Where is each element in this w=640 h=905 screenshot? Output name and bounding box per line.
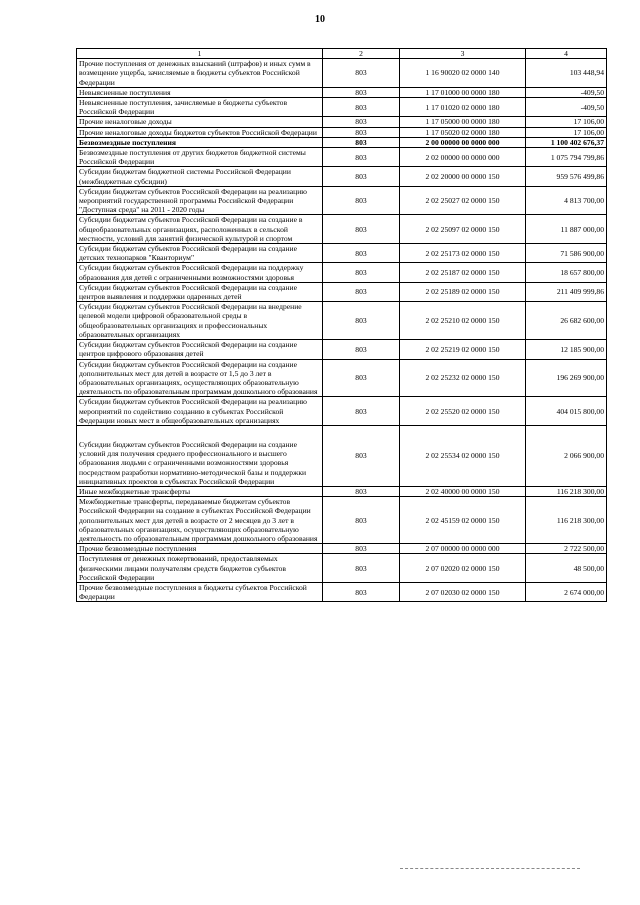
row-administrator-cell: 803 — [323, 263, 400, 282]
row-amount-cell: 116 218 300,00 — [526, 497, 607, 544]
row-name-cell: Прочие безвозмездные поступления в бюджеты субъектов Российской Федерации — [77, 582, 323, 601]
table-row — [77, 263, 607, 282]
table-row — [77, 87, 607, 97]
row-name-cell: Субсидии бюджетам субъектов Российской Федерации на реализацию мероприятий по содействию созданию в субъектах Российской Федерации новых мест в общеобразовательных организациях — [77, 397, 323, 426]
row-name-cell: Прочие поступления от денежных взысканий (штрафов) и иных сумм в возмещение ущерба, зачисляемые в бюджеты субъектов Российской Федерации — [77, 59, 323, 88]
row-name-cell: Субсидии бюджетам субъектов Российской Федерации на создание центров цифрового образования детей — [77, 340, 323, 359]
table-row — [77, 582, 607, 601]
row-code-cell: 2 02 25520 02 0000 150 — [400, 397, 526, 426]
row-code-cell: 2 02 25232 02 0000 150 — [400, 359, 526, 397]
row-name-cell: Субсидии бюджетам субъектов Российской Федерации на поддержку образования для детей с ограниченными возможностями здоровья — [77, 263, 323, 282]
column-header-amount: 4 — [526, 49, 607, 59]
row-amount-cell: 103 448,94 — [526, 59, 607, 88]
row-administrator-cell: 803 — [323, 87, 400, 97]
row-administrator-cell: 803 — [323, 397, 400, 426]
row-administrator-cell: 803 — [323, 282, 400, 301]
table-row — [77, 486, 607, 496]
row-name-cell: Субсидии бюджетам субъектов Российской Федерации на внедрение целевой модели цифровой образовательной среды в общеобразовательных организациях и профессиональных образовательных организациях — [77, 302, 323, 340]
row-amount-cell: 196 269 900,00 — [526, 359, 607, 397]
row-name-cell: Субсидии бюджетам бюджетной системы Российской Федерации (межбюджетные субсидии) — [77, 167, 323, 186]
row-administrator-cell: 803 — [323, 186, 400, 215]
row-code-cell: 2 02 25173 02 0000 150 — [400, 244, 526, 263]
row-amount-cell: -409,50 — [526, 87, 607, 97]
row-amount-cell: 11 887 000,00 — [526, 215, 607, 244]
row-code-cell: 2 07 02020 02 0000 150 — [400, 554, 526, 583]
row-name-cell: Прочие безвозмездные поступления — [77, 544, 323, 554]
row-amount-cell: 2 722 500,00 — [526, 544, 607, 554]
row-code-cell: 2 02 25097 02 0000 150 — [400, 215, 526, 244]
row-code-cell: 1 17 05000 00 0000 180 — [400, 117, 526, 127]
row-code-cell: 2 07 02030 02 0000 150 — [400, 582, 526, 601]
table-row — [77, 497, 607, 544]
budget-revenue-table — [76, 48, 607, 602]
table-row — [77, 359, 607, 397]
row-code-cell: 2 02 25219 02 0000 150 — [400, 340, 526, 359]
row-administrator-cell: 803 — [323, 244, 400, 263]
row-amount-cell: 211 409 999,86 — [526, 282, 607, 301]
row-code-cell: 2 00 00000 00 0000 000 — [400, 137, 526, 147]
row-name-cell: Субсидии бюджетам субъектов Российской Федерации на создание центров выявления и поддержки одаренных детей — [77, 282, 323, 301]
table-header-row — [77, 49, 607, 59]
row-administrator-cell: 803 — [323, 117, 400, 127]
row-name-cell: Безвозмездные поступления — [77, 137, 323, 147]
table-row — [77, 59, 607, 88]
row-amount-cell: 18 657 800,00 — [526, 263, 607, 282]
row-code-cell: 2 02 25534 02 0000 150 — [400, 425, 526, 486]
row-name-cell: Субсидии бюджетам субъектов Российской Федерации на реализацию мероприятий государственной программы Российской Федерации "Доступная среда" на 2011 - 2020 годы — [77, 186, 323, 215]
column-header-administrator: 2 — [323, 49, 400, 59]
table-row — [77, 148, 607, 167]
row-code-cell: 2 02 20000 00 0000 150 — [400, 167, 526, 186]
table-row — [77, 425, 607, 486]
bottom-divider — [400, 868, 580, 869]
row-administrator-cell: 803 — [323, 497, 400, 544]
row-code-cell: 2 02 40000 00 0000 150 — [400, 486, 526, 496]
row-administrator-cell: 803 — [323, 544, 400, 554]
row-administrator-cell: 803 — [323, 59, 400, 88]
table-row — [77, 397, 607, 426]
row-administrator-cell: 803 — [323, 98, 400, 117]
column-header-name: 1 — [77, 49, 323, 59]
row-administrator-cell: 803 — [323, 359, 400, 397]
row-amount-cell: 71 586 900,00 — [526, 244, 607, 263]
column-header-code: 3 — [400, 49, 526, 59]
row-name-cell: Субсидии бюджетам субъектов Российской Федерации на создание условий для получения среднего профессионального и высшего образования людьми с ограниченными возможностями здоровья посредством разработки нормативно-методической базы и поддержки инициативных проектов в субъектах Российской Федерации — [77, 425, 323, 486]
row-amount-cell: 116 218 300,00 — [526, 486, 607, 496]
row-name-cell: Субсидии бюджетам субъектов Российской Федерации на создание в общеобразовательных организациях, расположенных в сельской местности, условий для занятий физической культурой и спортом — [77, 215, 323, 244]
row-name-cell: Прочие неналоговые доходы бюджетов субъектов Российской Федерации — [77, 127, 323, 137]
row-amount-cell: 1 075 794 799,86 — [526, 148, 607, 167]
row-code-cell: 1 17 01000 00 0000 180 — [400, 87, 526, 97]
row-code-cell: 2 02 25189 02 0000 150 — [400, 282, 526, 301]
row-administrator-cell: 803 — [323, 340, 400, 359]
row-amount-cell: 2 066 900,00 — [526, 425, 607, 486]
row-administrator-cell: 803 — [323, 425, 400, 486]
row-administrator-cell: 803 — [323, 215, 400, 244]
row-code-cell: 2 07 00000 00 0000 000 — [400, 544, 526, 554]
row-code-cell: 2 02 25210 02 0000 150 — [400, 302, 526, 340]
row-amount-cell: 959 576 499,86 — [526, 167, 607, 186]
row-amount-cell: 17 106,00 — [526, 127, 607, 137]
row-administrator-cell: 803 — [323, 137, 400, 147]
table-row — [77, 244, 607, 263]
row-code-cell: 2 02 00000 00 0000 000 — [400, 148, 526, 167]
table-row — [77, 117, 607, 127]
row-name-cell: Субсидии бюджетам субъектов Российской Федерации на создание дополнительных мест для детей в возрасте от 1,5 до 3 лет в образовательных организациях, осуществляющих образовательную деятельность по образовательным программам дошкольного образования — [77, 359, 323, 397]
row-amount-cell: 17 106,00 — [526, 117, 607, 127]
row-code-cell: 2 02 25187 02 0000 150 — [400, 263, 526, 282]
table-row — [77, 282, 607, 301]
row-code-cell: 2 02 45159 02 0000 150 — [400, 497, 526, 544]
row-name-cell: Поступления от денежных пожертвований, предоставляемых физическими лицами получателям средств бюджетов субъектов Российской Федерации — [77, 554, 323, 583]
table-row — [77, 167, 607, 186]
row-amount-cell: 404 015 800,00 — [526, 397, 607, 426]
row-name-cell: Прочие неналоговые доходы — [77, 117, 323, 127]
row-name-cell: Невыясненные поступления, зачисляемые в бюджеты субъектов Российской Федерации — [77, 98, 323, 117]
row-amount-cell: 48 500,00 — [526, 554, 607, 583]
row-code-cell: 1 17 01020 02 0000 180 — [400, 98, 526, 117]
row-administrator-cell: 803 — [323, 148, 400, 167]
table-row — [77, 137, 607, 147]
row-administrator-cell: 803 — [323, 582, 400, 601]
row-administrator-cell: 803 — [323, 167, 400, 186]
row-amount-cell: 2 674 000,00 — [526, 582, 607, 601]
row-name-cell: Иные межбюджетные трансферты — [77, 486, 323, 496]
row-name-cell: Невыясненные поступления — [77, 87, 323, 97]
row-code-cell: 1 17 05020 02 0000 180 — [400, 127, 526, 137]
row-administrator-cell: 803 — [323, 302, 400, 340]
page-number: 10 — [315, 14, 325, 25]
row-code-cell: 2 02 25027 02 0000 150 — [400, 186, 526, 215]
row-name-cell: Субсидии бюджетам субъектов Российской Федерации на создание детских технопарков "Кванториум" — [77, 244, 323, 263]
row-name-cell: Безвозмездные поступления от других бюджетов бюджетной системы Российской Федерации — [77, 148, 323, 167]
table-row — [77, 215, 607, 244]
row-amount-cell: -409,50 — [526, 98, 607, 117]
table-row — [77, 302, 607, 340]
row-amount-cell: 26 682 600,00 — [526, 302, 607, 340]
table-row — [77, 186, 607, 215]
row-amount-cell: 4 813 700,00 — [526, 186, 607, 215]
row-administrator-cell: 803 — [323, 554, 400, 583]
table-row — [77, 98, 607, 117]
table-body — [77, 59, 607, 602]
row-administrator-cell: 803 — [323, 486, 400, 496]
row-amount-cell: 12 185 900,00 — [526, 340, 607, 359]
row-name-cell: Межбюджетные трансферты, передаваемые бюджетам субъектов Российской Федерации на создание в субъектах Российской Федерации дополнительных мест для детей в возрасте от 2 месяцев до 3 лет в образовательных организациях, осуществляющих образовательную деятельность по образовательным программам дошкольного образования — [77, 497, 323, 544]
table-row — [77, 127, 607, 137]
table-row — [77, 554, 607, 583]
table-row — [77, 340, 607, 359]
table-row — [77, 544, 607, 554]
row-code-cell: 1 16 90020 02 0000 140 — [400, 59, 526, 88]
row-amount-cell: 1 100 402 676,37 — [526, 137, 607, 147]
row-administrator-cell: 803 — [323, 127, 400, 137]
